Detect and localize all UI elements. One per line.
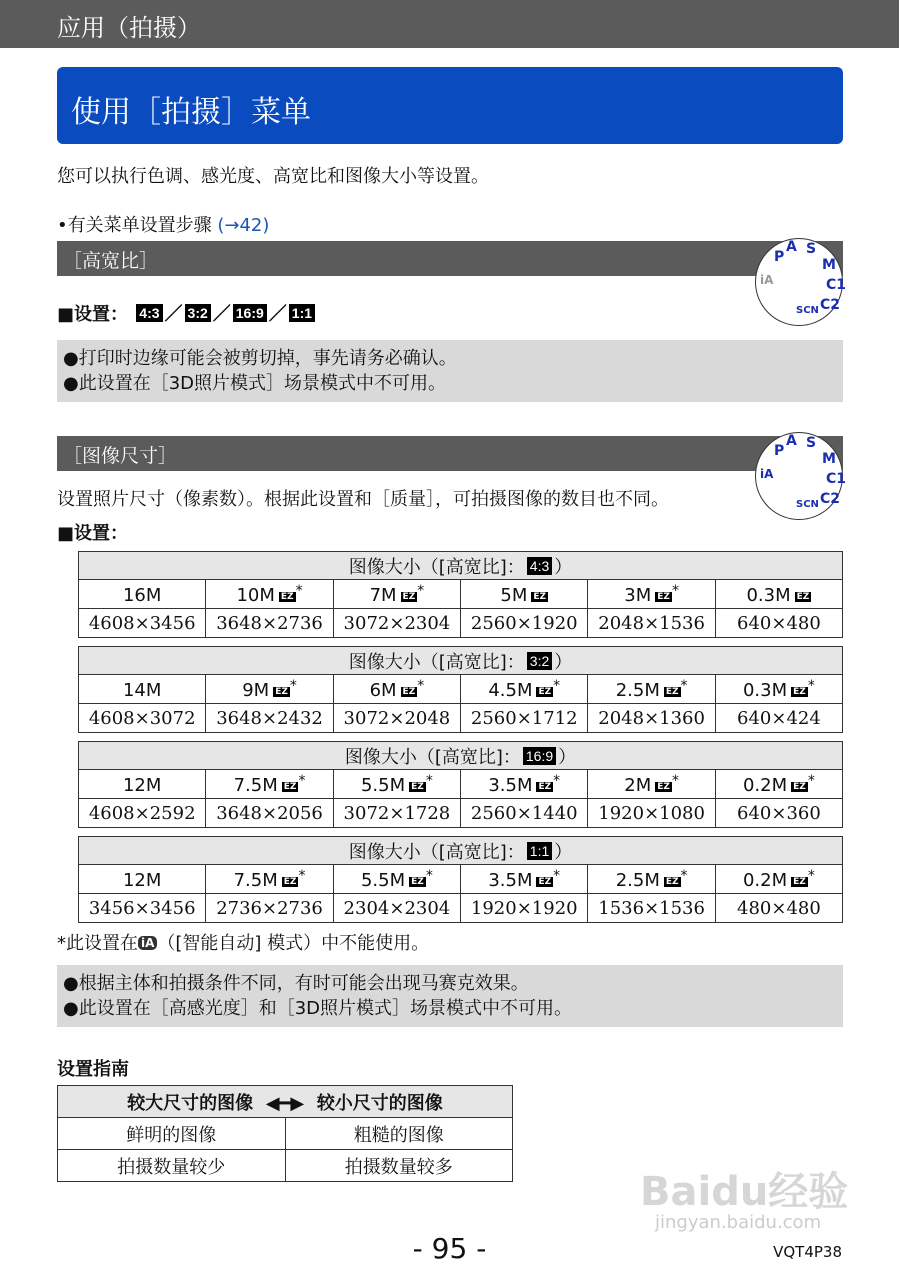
resolution-cell: 3648×2736 bbox=[206, 609, 333, 638]
size-label: 3M bbox=[624, 584, 652, 606]
resolution-cell: 3072×2304 bbox=[333, 609, 460, 638]
size-cell bbox=[206, 580, 333, 609]
guide-cell: 鲜明的图像 bbox=[58, 1118, 286, 1150]
ez-zoom-icon: EZ bbox=[538, 876, 552, 887]
page-title: 使用［拍摄］菜单 bbox=[57, 67, 843, 144]
size-cell bbox=[588, 865, 715, 894]
ez-zoom-icon: EZ bbox=[533, 591, 547, 602]
size-cell bbox=[461, 865, 588, 894]
dial-mode-a: A bbox=[786, 433, 797, 449]
resolution-cell: 2560×1440 bbox=[461, 799, 588, 828]
aspect-icon: 1:1 bbox=[527, 842, 552, 860]
image-size-table bbox=[78, 646, 843, 733]
size-label: 3.5M bbox=[488, 869, 533, 891]
resolution-cell: 640×360 bbox=[715, 799, 842, 828]
size-label: 10M bbox=[236, 584, 275, 606]
resolution-cell: 4608×3456 bbox=[79, 609, 206, 638]
size-label: 0.3M bbox=[742, 679, 788, 701]
resolution-cell: 3648×2432 bbox=[206, 704, 333, 733]
size-label: 4.5M bbox=[488, 679, 533, 701]
separator: ／ bbox=[212, 304, 231, 325]
size-cell bbox=[461, 580, 588, 609]
size-label: 7M bbox=[369, 584, 397, 606]
size-cell bbox=[79, 865, 206, 894]
aspect-3-2-icon: 3:2 bbox=[185, 304, 211, 322]
dial-mode-a: A bbox=[786, 239, 797, 255]
header-text: 图像大小（[高宽比]： bbox=[344, 746, 521, 768]
page-number: - 95 - bbox=[412, 1232, 487, 1265]
dial-mode-c1: C1 bbox=[826, 277, 847, 293]
dial-mode-m: M bbox=[822, 257, 836, 273]
separator: ／ bbox=[268, 304, 287, 325]
dial-mode-s: S bbox=[806, 435, 817, 451]
dial-mode-scn: SCN bbox=[796, 305, 819, 316]
ez-zoom-icon: EZ bbox=[657, 591, 670, 602]
ez-zoom-icon: EZ bbox=[538, 686, 552, 697]
ez-zoom-icon: EZ bbox=[402, 686, 416, 697]
menu-ref bbox=[57, 211, 269, 237]
size-label: 2.5M bbox=[615, 679, 660, 701]
resolution-cell: 2560×1712 bbox=[461, 704, 588, 733]
size-label: 7.5M bbox=[233, 869, 278, 891]
aspect-icon: 16:9 bbox=[523, 747, 556, 765]
intro-text: 您可以执行色调、感光度、高宽比和图像大小等设置。 bbox=[57, 166, 489, 187]
size-label: 6M bbox=[369, 679, 397, 701]
header-text: 图像大小（[高宽比]： bbox=[348, 556, 525, 578]
size-label: 3.5M bbox=[488, 774, 533, 796]
aspect-heading: ［高宽比］ bbox=[57, 241, 843, 276]
asterisk: * bbox=[680, 867, 688, 884]
aspect-1-1-icon: 1:1 bbox=[289, 304, 315, 322]
size-cell bbox=[461, 675, 588, 704]
size-cell bbox=[333, 770, 460, 799]
asterisk: * bbox=[298, 867, 306, 884]
size-label: 5M bbox=[500, 584, 528, 606]
ez-zoom-icon: EZ bbox=[793, 781, 806, 792]
resolution-cell: 1536×1536 bbox=[588, 894, 715, 923]
size-label: 5.5M bbox=[360, 774, 406, 796]
resolution-cell: 4608×3072 bbox=[79, 704, 206, 733]
resolution-cell: 3072×2048 bbox=[333, 704, 460, 733]
note: ●根据主体和拍摄条件不同，有时可能会出现马赛克效果。 bbox=[63, 973, 529, 994]
header-text: 图像大小（[高宽比]： bbox=[348, 841, 525, 863]
dial-mode-p: P bbox=[774, 443, 785, 459]
size-cell bbox=[715, 770, 842, 799]
size-cell bbox=[333, 865, 460, 894]
note: ●此设置在［高感光度］和［3D照片模式］场景模式中不可用。 bbox=[63, 998, 573, 1019]
table-header bbox=[79, 647, 843, 675]
table-header bbox=[79, 742, 843, 770]
size-cell bbox=[79, 770, 206, 799]
ez-zoom-icon: EZ bbox=[657, 781, 670, 792]
note: ●此设置在［3D照片模式］场景模式中不可用。 bbox=[63, 373, 447, 394]
image-size-table bbox=[78, 741, 843, 828]
resolution-cell: 2048×1536 bbox=[588, 609, 715, 638]
ez-zoom-icon: EZ bbox=[411, 876, 424, 887]
aspect-settings bbox=[57, 300, 317, 326]
size-label: 16M bbox=[122, 584, 162, 606]
ez-zoom-icon: EZ bbox=[538, 781, 552, 792]
resolution-cell: 480×480 bbox=[715, 894, 842, 923]
asterisk: * bbox=[671, 772, 679, 789]
watermark-url: jingyan.baidu.com bbox=[655, 1212, 822, 1233]
asterisk: * bbox=[680, 677, 688, 694]
ez-zoom-icon: EZ bbox=[796, 591, 810, 602]
ez-zoom-icon: EZ bbox=[793, 876, 806, 887]
footnote-text: （[智能自动] 模式）中不能使用。 bbox=[157, 933, 430, 954]
mode-dial-icon bbox=[755, 432, 847, 520]
size-cell bbox=[79, 675, 206, 704]
size-desc: 设置照片尺寸（像素数）。根据此设置和［质量］，可拍摄图像的数目也不同。 bbox=[57, 489, 669, 510]
size-label: 14M bbox=[122, 679, 162, 701]
size-cell bbox=[206, 675, 333, 704]
size-cell bbox=[588, 770, 715, 799]
ez-zoom-icon: EZ bbox=[411, 781, 424, 792]
size-label: 5.5M bbox=[360, 869, 406, 891]
asterisk: * bbox=[807, 867, 815, 884]
aspect-4-3-icon: 4:3 bbox=[136, 304, 162, 322]
watermark-logo: Baidu经验 bbox=[640, 1169, 849, 1215]
size-label: 7.5M bbox=[233, 774, 278, 796]
note: ●打印时边缘可能会被剪切掉，事先请务必确认。 bbox=[63, 348, 457, 369]
asterisk: * bbox=[671, 582, 679, 599]
resolution-cell: 3648×2056 bbox=[206, 799, 333, 828]
aspect-notes bbox=[57, 340, 843, 402]
guide-header bbox=[58, 1086, 513, 1118]
asterisk: * bbox=[289, 677, 297, 694]
aspect-16-9-icon: 16:9 bbox=[233, 304, 267, 322]
header-text: ） bbox=[554, 841, 573, 863]
size-label: 9M bbox=[242, 679, 270, 701]
menu-ref-text: •有关菜单设置步骤 bbox=[57, 215, 212, 236]
resolution-cell: 640×480 bbox=[715, 609, 842, 638]
asterisk: * bbox=[425, 772, 433, 789]
header-text: 图像大小（[高宽比]： bbox=[348, 651, 525, 673]
dial-mode-scn: SCN bbox=[796, 499, 819, 510]
image-size-table bbox=[78, 551, 843, 638]
size-cell bbox=[79, 580, 206, 609]
table-header bbox=[79, 552, 843, 580]
dial-mode-c2: C2 bbox=[820, 297, 841, 313]
resolution-cell: 2560×1920 bbox=[461, 609, 588, 638]
guide-cell: 粗糙的图像 bbox=[285, 1118, 513, 1150]
dial-mode-m: M bbox=[822, 451, 836, 467]
dial-mode-p: P bbox=[774, 249, 785, 265]
size-cell bbox=[715, 865, 842, 894]
dial-mode-c2: C2 bbox=[820, 491, 841, 507]
resolution-cell: 1920×1080 bbox=[588, 799, 715, 828]
guide-cell: 拍摄数量较少 bbox=[58, 1150, 286, 1182]
intelligent-auto-icon: iA bbox=[138, 936, 157, 950]
size-label: 2M bbox=[624, 774, 652, 796]
size-label: 0.2M bbox=[742, 869, 788, 891]
ez-zoom-icon: EZ bbox=[283, 781, 297, 792]
aspect-icon: 3:2 bbox=[527, 652, 552, 670]
guide-head-left: 较大尺寸的图像 bbox=[127, 1092, 254, 1114]
size-cell bbox=[588, 675, 715, 704]
size-notes bbox=[57, 965, 843, 1027]
size-cell bbox=[461, 770, 588, 799]
aspect-icon: 4:3 bbox=[527, 557, 552, 575]
footnote bbox=[57, 929, 429, 955]
mode-dial-icon bbox=[755, 238, 847, 326]
ez-zoom-icon: EZ bbox=[283, 876, 297, 887]
asterisk: * bbox=[553, 772, 561, 789]
asterisk: * bbox=[298, 772, 306, 789]
size-label: 12M bbox=[122, 774, 162, 796]
header-text: ） bbox=[558, 746, 577, 768]
ez-zoom-icon: EZ bbox=[402, 591, 416, 602]
ez-zoom-icon: EZ bbox=[793, 686, 806, 697]
asterisk: * bbox=[807, 772, 815, 789]
doc-code: VQT4P38 bbox=[773, 1243, 842, 1261]
size-cell bbox=[715, 580, 842, 609]
size-cell bbox=[333, 675, 460, 704]
asterisk: * bbox=[417, 582, 425, 599]
settings-label: ■设置： bbox=[57, 304, 129, 325]
size-cell bbox=[206, 865, 333, 894]
size-settings-label: ■设置： bbox=[57, 523, 129, 544]
asterisk: * bbox=[553, 867, 561, 884]
size-label: 0.3M bbox=[746, 584, 791, 606]
resolution-cell: 640×424 bbox=[715, 704, 842, 733]
size-label: 2.5M bbox=[615, 869, 660, 891]
asterisk: * bbox=[807, 677, 815, 694]
header-text: ） bbox=[554, 556, 573, 578]
dial-mode-c1: C1 bbox=[826, 471, 847, 487]
double-arrow-icon: ◀━▶ bbox=[265, 1092, 305, 1114]
resolution-cell: 2048×1360 bbox=[588, 704, 715, 733]
dial-mode-ia: iA bbox=[760, 467, 774, 481]
dial-mode-s: S bbox=[806, 241, 817, 257]
size-cell bbox=[588, 580, 715, 609]
resolution-cell: 2736×2736 bbox=[206, 894, 333, 923]
image-size-table bbox=[78, 836, 843, 923]
resolution-cell: 3456×3456 bbox=[79, 894, 206, 923]
header-text: ） bbox=[554, 651, 573, 673]
size-cell bbox=[206, 770, 333, 799]
guide-head-right: 较小尺寸的图像 bbox=[316, 1092, 443, 1114]
menu-ref-link[interactable]: (→42) bbox=[217, 215, 270, 236]
ez-zoom-icon: EZ bbox=[665, 876, 679, 887]
resolution-cell: 2304×2304 bbox=[333, 894, 460, 923]
ez-zoom-icon: EZ bbox=[275, 686, 288, 697]
resolution-cell: 3072×1728 bbox=[333, 799, 460, 828]
size-heading: ［图像尺寸］ bbox=[57, 436, 843, 471]
asterisk: * bbox=[425, 867, 433, 884]
ez-zoom-icon: EZ bbox=[665, 686, 679, 697]
size-cell bbox=[715, 675, 842, 704]
dial-mode-ia: iA bbox=[760, 273, 774, 287]
size-cell bbox=[333, 580, 460, 609]
table-header bbox=[79, 837, 843, 865]
asterisk: * bbox=[417, 677, 425, 694]
guide-cell: 拍摄数量较多 bbox=[285, 1150, 513, 1182]
resolution-cell: 1920×1920 bbox=[461, 894, 588, 923]
section-header: 应用（拍摄） bbox=[0, 0, 899, 48]
resolution-cell: 4608×2592 bbox=[79, 799, 206, 828]
ez-zoom-icon: EZ bbox=[280, 591, 294, 602]
size-label: 12M bbox=[122, 869, 162, 891]
footnote-text: *此设置在 bbox=[57, 933, 138, 954]
guide-title: 设置指南 bbox=[57, 1059, 129, 1080]
size-label: 0.2M bbox=[742, 774, 788, 796]
guide-table bbox=[57, 1085, 513, 1182]
separator: ／ bbox=[164, 304, 183, 325]
asterisk: * bbox=[553, 677, 561, 694]
asterisk: * bbox=[295, 582, 303, 599]
